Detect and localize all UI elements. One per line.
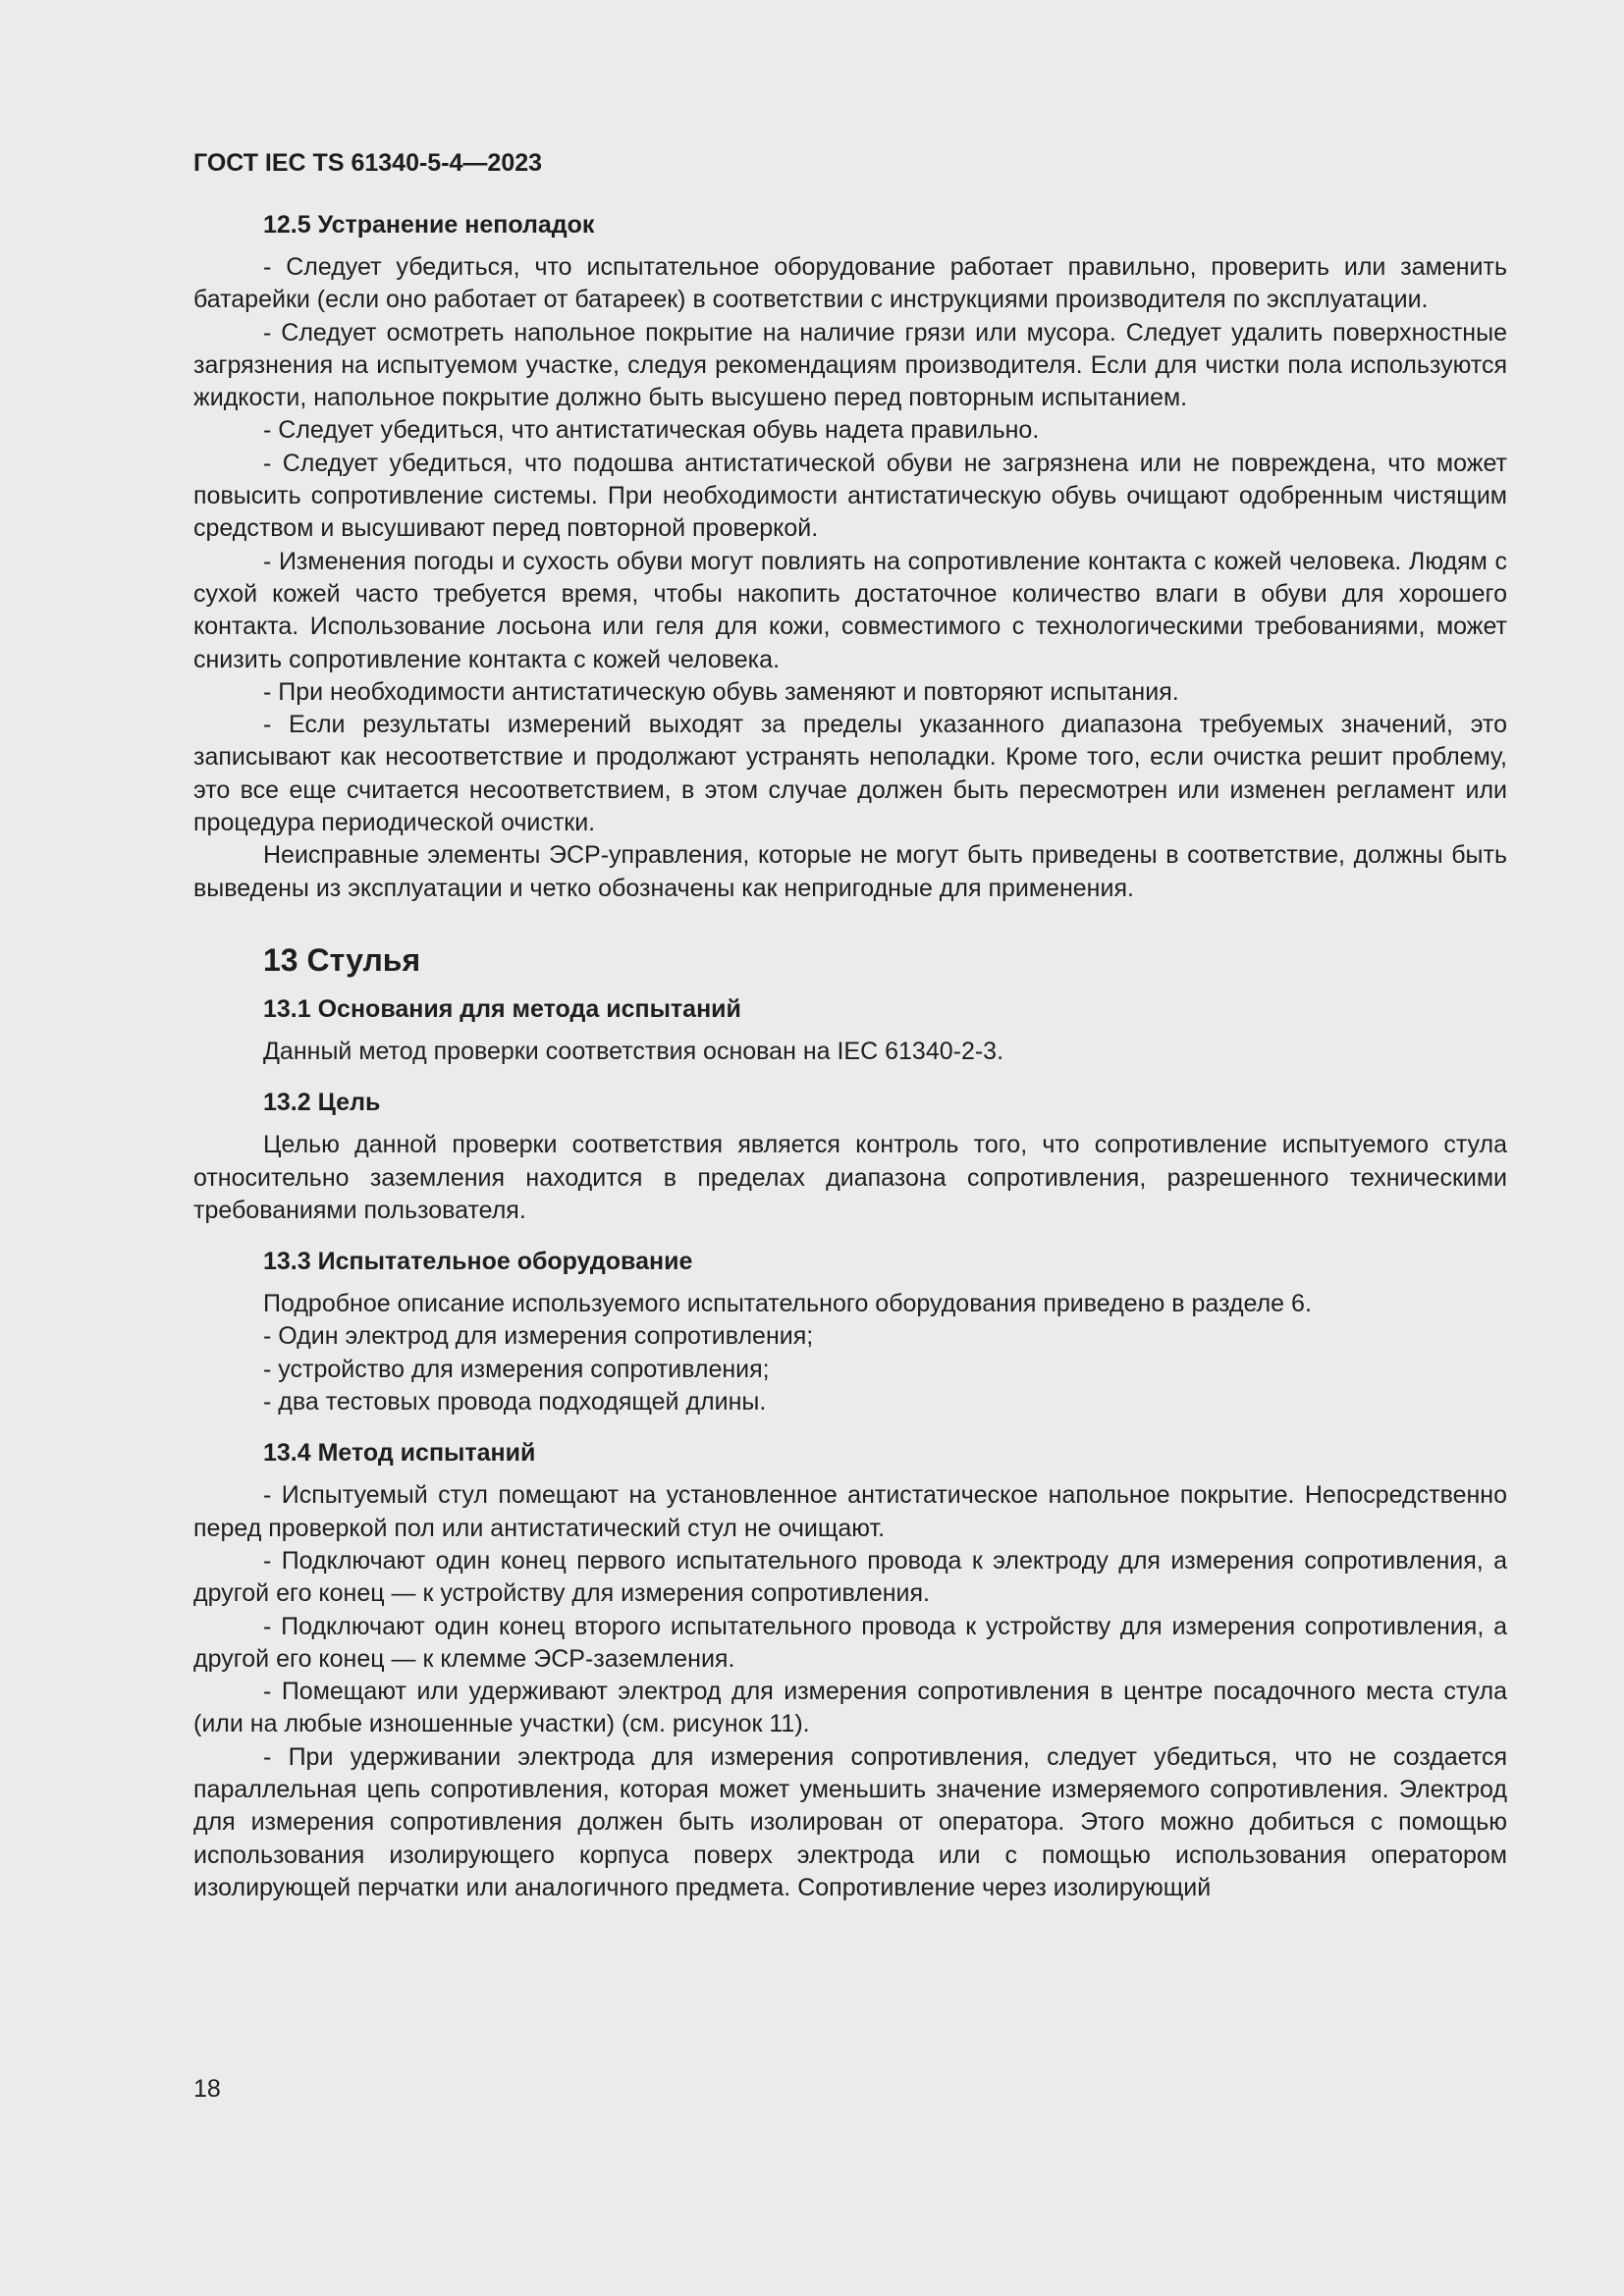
paragraph: - Изменения погоды и сухость обуви могут повлиять на сопротивление контакта с кожей человека. Людям с сухой кожей часто требуется время, чтобы накопить достаточное количество влаги в обуви для хорошего контакта. Использование лосьона или геля для кожи, совместимого с технологическими требованиями, может снизить сопротивление контакта с кожей человека. <box>193 547 1507 673</box>
document-header: ГОСТ IEC TS 61340-5-4—2023 <box>193 149 543 177</box>
heading-13: 13 Стулья <box>263 941 421 978</box>
paragraph: - Следует убедиться, что испытательное оборудование работает правильно, проверить или заменить батарейки (если оно работает от батареек) в соответствии с инструкциями производителя по эксплуатации. <box>193 253 1507 314</box>
section-13-3-body <box>193 1288 1507 1418</box>
paragraph: Неисправные элементы ЭСР-управления, которые не могут быть приведены в соответствие, должны быть выведены из эксплуатации и четко обозначены как непригодные для применения. <box>193 841 1507 902</box>
paragraph: Подробное описание используемого испытательного оборудования приведено в разделе 6. <box>263 1290 1312 1318</box>
spacer <box>193 905 1507 940</box>
heading-13-2: 13.2 Цель <box>263 1089 381 1117</box>
heading-12-5: 12.5 Устранение неполадок <box>263 211 595 239</box>
list-item: - два тестовых провода подходящей длины. <box>263 1388 767 1416</box>
section-12-5-body <box>193 251 1507 905</box>
heading-13-4: 13.4 Метод испытаний <box>263 1439 536 1468</box>
section-13-4-body <box>193 1479 1507 1904</box>
paragraph: - Испытуемый стул помещают на установленное антистатическое напольное покрытие. Непосредственно перед проверкой пол или антистатический стул не очищают. <box>193 1481 1507 1542</box>
heading-13-1: 13.1 Основания для метода испытаний <box>263 994 741 1023</box>
section-13-1-body <box>193 1036 1507 1068</box>
list-item: - Один электрод для измерения сопротивления; <box>263 1322 814 1351</box>
paragraph: - При удерживании электрода для измерения сопротивления, следует убедиться, что не создается параллельная цепь сопротивления, которая может уменьшить значение измеряемого сопротивления. Электрод для измерения сопротивления должен быть изолирован от оператора. Этого можно добиться с помощью использования изолирующего корпуса поверх электрода или с помощью использования оператором изолирующей перчатки или аналогичного предмета. Сопротивление через изолирующий <box>193 1742 1507 1901</box>
paragraph: Данный метод проверки соответствия основан на IEC 61340-2-3. <box>263 1037 1004 1065</box>
paragraph: - Подключают один конец второго испытательного провода к устройству для измерения сопротивления, а другой его конец — к клемме ЭСР-заземления. <box>193 1612 1507 1673</box>
paragraph: Целью данной проверки соответствия является контроль того, что сопротивление испытуемого стула относительно заземления находится в пределах диапазона сопротивления, разрешенного техническими требованиями пользователя. <box>193 1131 1507 1224</box>
paragraph: - Следует убедиться, что антистатическая обувь надета правильно. <box>263 416 1040 445</box>
list-item: - устройство для измерения сопротивления; <box>263 1355 770 1383</box>
paragraph: - Следует убедиться, что подошва антистатической обуви не загрязнена или не повреждена, что может повысить сопротивление системы. При необходимости антистатическую обувь очищают одобренным чистящим средством и высушивают перед повторной проверкой. <box>193 449 1507 543</box>
document-page <box>193 147 1507 1904</box>
paragraph: - Помещают или удерживают электрод для измерения сопротивления в центре посадочного места стула (или на любые изношенные участки) (см. рисунок 11). <box>193 1678 1507 1738</box>
heading-13-3: 13.3 Испытательное оборудование <box>263 1248 693 1276</box>
page-number: 18 <box>193 2075 221 2103</box>
paragraph: - При необходимости антистатическую обувь заменяют и повторяют испытания. <box>263 677 1179 706</box>
section-13-2-body <box>193 1129 1507 1227</box>
paragraph: - Если результаты измерений выходят за пределы указанного диапазона требуемых значений, это записывают как несоответствие и продолжают устранять неполадки. Кроме того, если очистка решит проблему, это все еще считается несоответствием, в этом случае должен быть пересмотрен или изменен регламент или процедура периодической очистки. <box>193 711 1507 837</box>
paragraph: - Следует осмотреть напольное покрытие на наличие грязи или мусора. Следует удалить поверхностные загрязнения на испытуемом участке, следуя рекомендациям производителя. Если для чистки пола используются жидкости, напольное покрытие должно быть высушено перед повторным испытанием. <box>193 318 1507 412</box>
paragraph: - Подключают один конец первого испытательного провода к электроду для измерения сопротивления, а другой его конец — к устройству для измерения сопротивления. <box>193 1546 1507 1608</box>
